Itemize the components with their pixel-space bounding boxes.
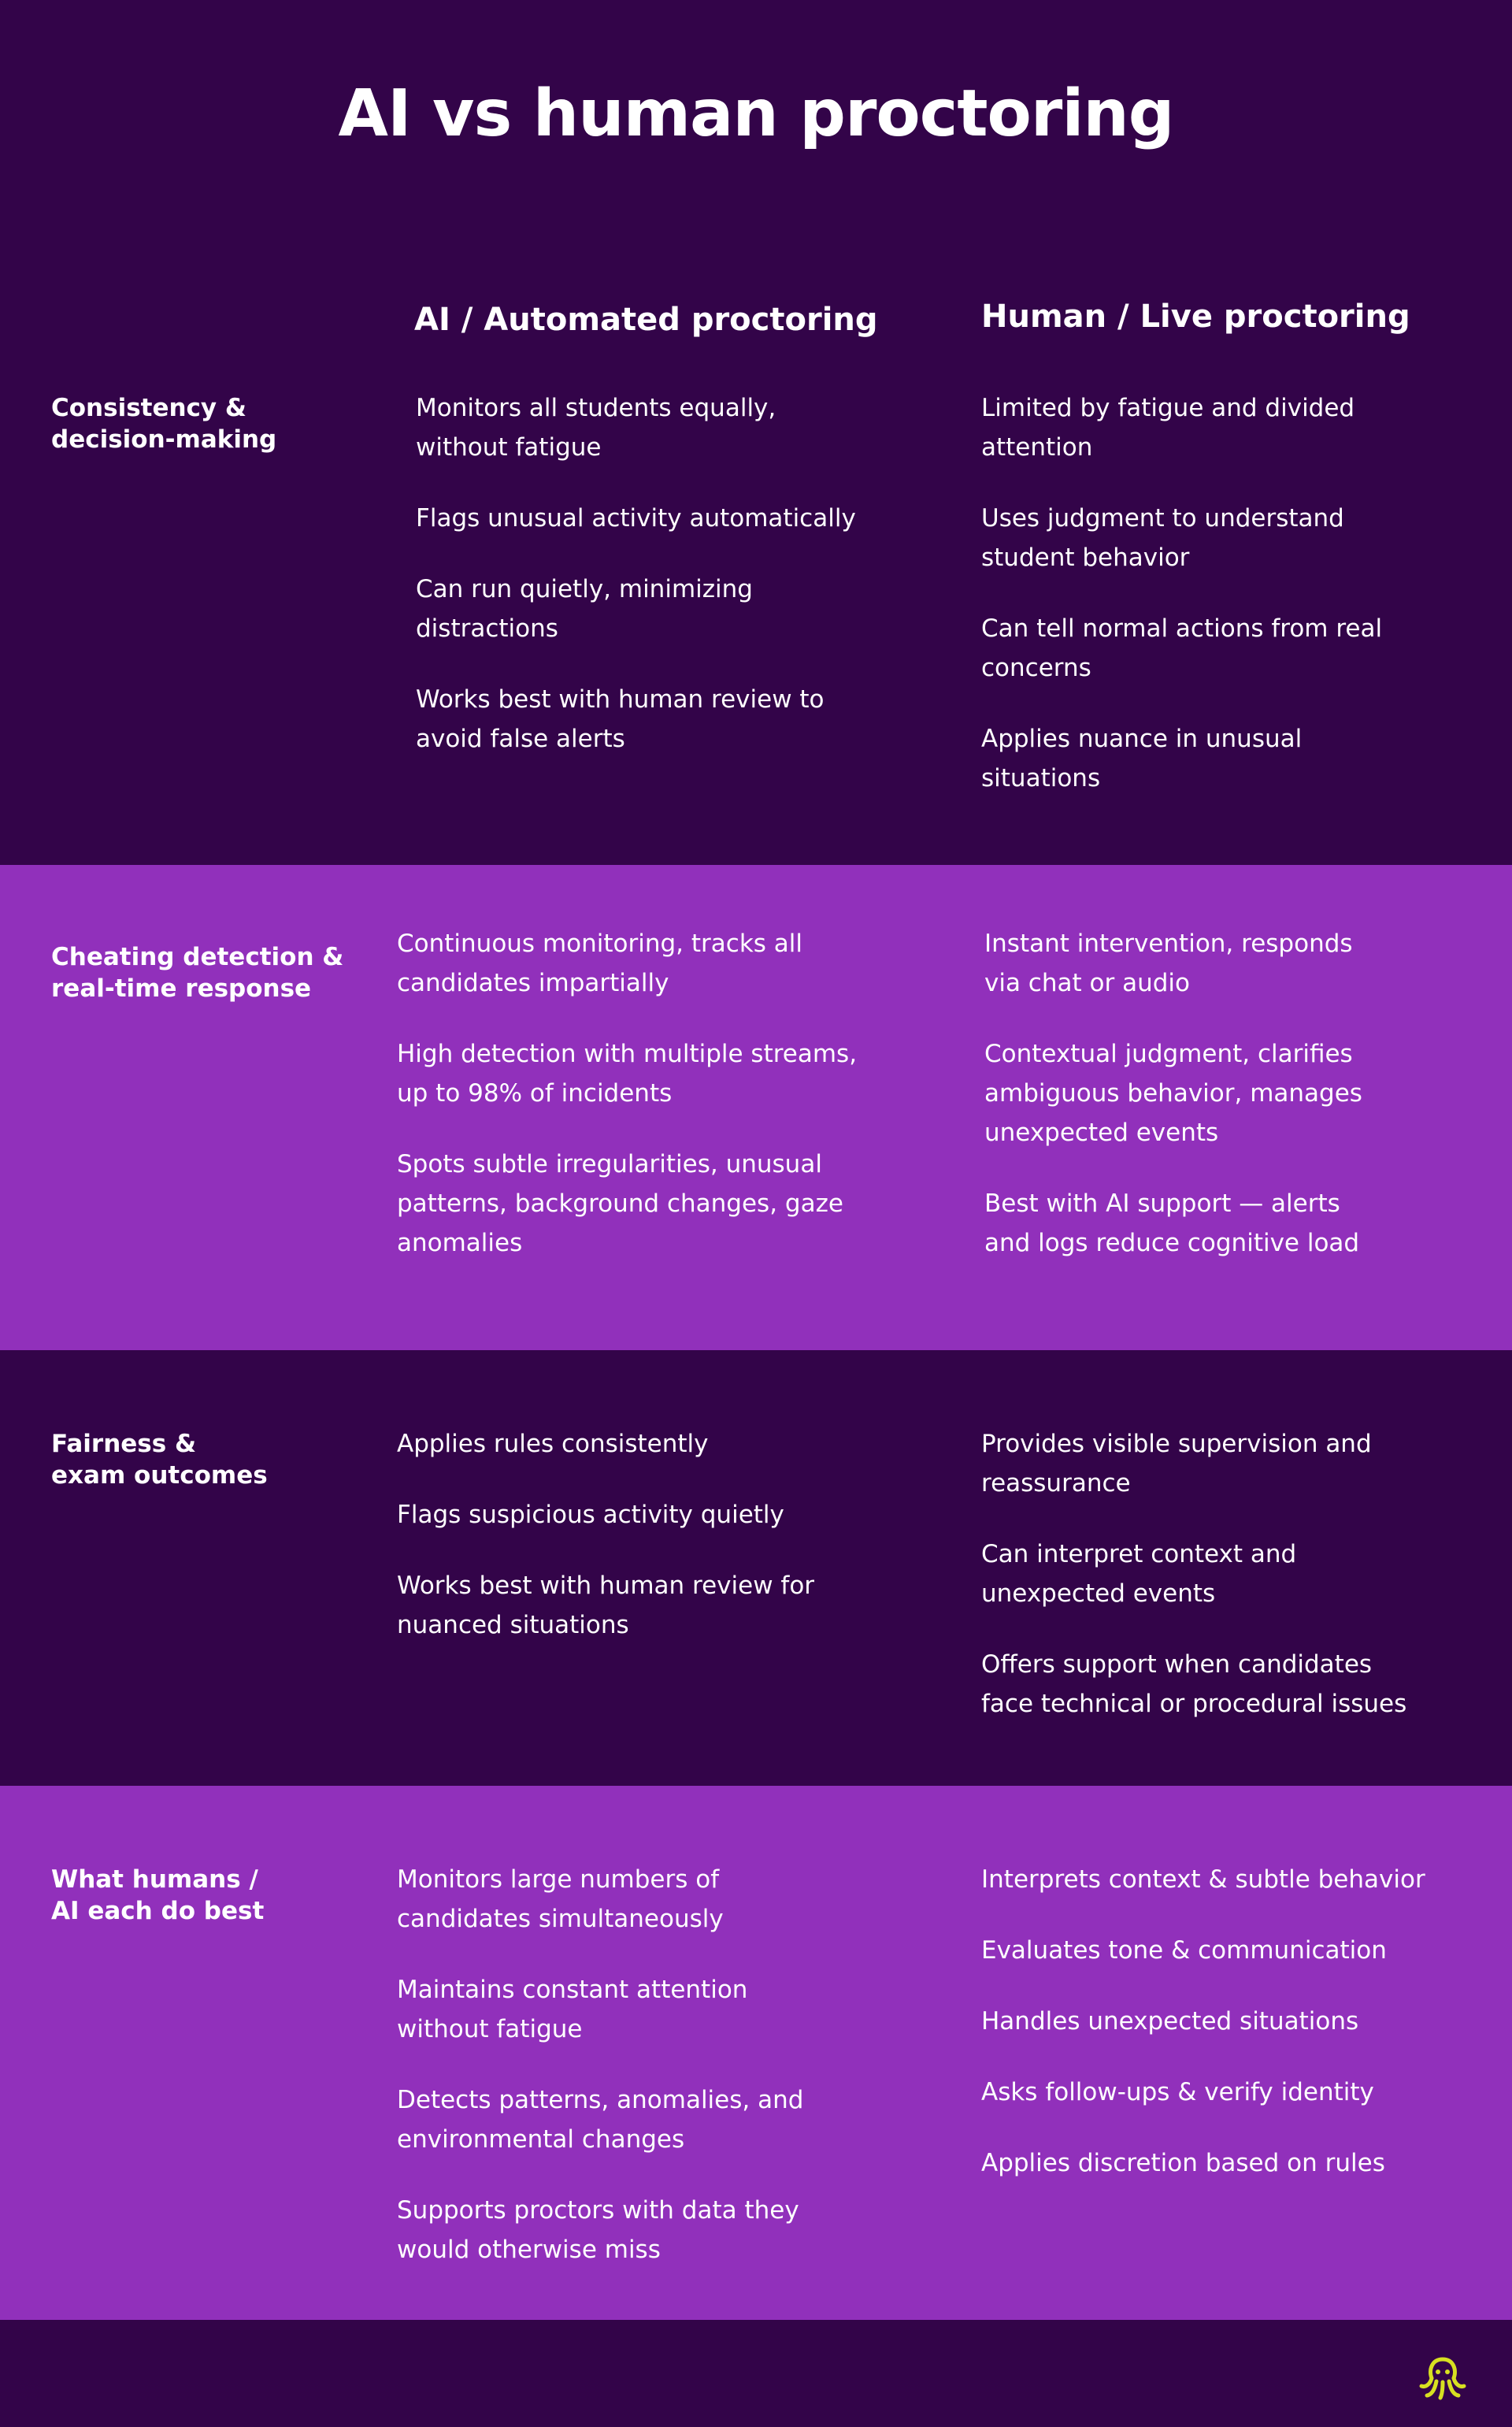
human-points-list: [981, 388, 1382, 798]
point-item: Handles unexpected situations: [981, 2007, 1359, 2035]
row-label: What humans / AI each do best: [51, 1865, 265, 1925]
point-item: Can tell normal actions from real concerns: [981, 614, 1383, 682]
column-header-human: Human / Live proctoring: [981, 299, 1410, 335]
point-item: Best with AI support — alerts and logs reduce cognitive load: [984, 1189, 1360, 1257]
row-label: Consistency & decision-making: [51, 394, 277, 454]
ai-points-list: [397, 1424, 814, 1645]
octopus-icon: [1418, 2351, 1468, 2402]
point-item: Monitors large numbers of candidates simultaneously: [397, 1865, 724, 1933]
point-item: Instant intervention, responds via chat or audio: [984, 930, 1353, 997]
point-item: Continuous monitoring, tracks all candidates impartially: [397, 930, 802, 997]
point-item: Monitors all students equally, without fatigue: [416, 394, 776, 462]
human-points-list: [984, 924, 1362, 1263]
column-header-ai: AI / Automated proctoring: [414, 302, 878, 338]
row-fairness: [0, 1350, 1512, 1786]
point-item: Limited by fatigue and divided attention: [981, 394, 1355, 462]
point-item: Can interpret context and unexpected events: [981, 1540, 1297, 1608]
point-item: Can run quietly, minimizing distractions: [416, 575, 753, 643]
row-cheating-detection: [0, 865, 1512, 1350]
point-item: Spots subtle irregularities, unusual patterns, background changes, gaze anomalies: [397, 1150, 843, 1257]
point-item: Asks follow-ups & verify identity: [981, 2078, 1374, 2106]
point-item: Uses judgment to understand student behavior: [981, 504, 1344, 572]
point-item: Detects patterns, anomalies, and environmental changes: [397, 2086, 804, 2154]
point-item: Flags unusual activity automatically: [416, 504, 856, 533]
point-item: Applies discretion based on rules: [981, 2149, 1385, 2177]
ai-points-list: [416, 388, 856, 759]
point-item: High detection with multiple streams, up to 98% of incidents: [397, 1040, 858, 1108]
row-strengths: [0, 1786, 1512, 2320]
point-item: Maintains constant attention without fatigue: [397, 1976, 748, 2043]
row-label: Fairness & exam outcomes: [51, 1430, 268, 1490]
ai-points-list: [397, 1860, 803, 2269]
human-points-list: [981, 1860, 1425, 2183]
row-consistency: [0, 0, 1512, 865]
point-item: Interprets context & subtle behavior: [981, 1865, 1425, 1894]
point-item: Applies rules consistently: [397, 1430, 709, 1458]
point-item: Works best with human review for nuanced situations: [397, 1572, 815, 1639]
point-item: Works best with human review to avoid false alerts: [416, 685, 825, 753]
point-item: Flags suspicious activity quietly: [397, 1501, 784, 1529]
human-points-list: [981, 1424, 1406, 1724]
point-item: Evaluates tone & communication: [981, 1936, 1387, 1965]
page-title: AI vs human proctoring: [338, 76, 1174, 151]
point-item: Supports proctors with data they would otherwise miss: [397, 2196, 799, 2264]
point-item: Provides visible supervision and reassurance: [981, 1430, 1372, 1497]
point-item: Offers support when candidates face technical or procedural issues: [981, 1650, 1407, 1718]
ai-points-list: [397, 924, 857, 1263]
point-item: Contextual judgment, clarifies ambiguous behavior, manages unexpected events: [984, 1040, 1362, 1147]
point-item: Applies nuance in unusual situations: [981, 725, 1303, 792]
row-label: Cheating detection & real-time response: [51, 943, 344, 1003]
